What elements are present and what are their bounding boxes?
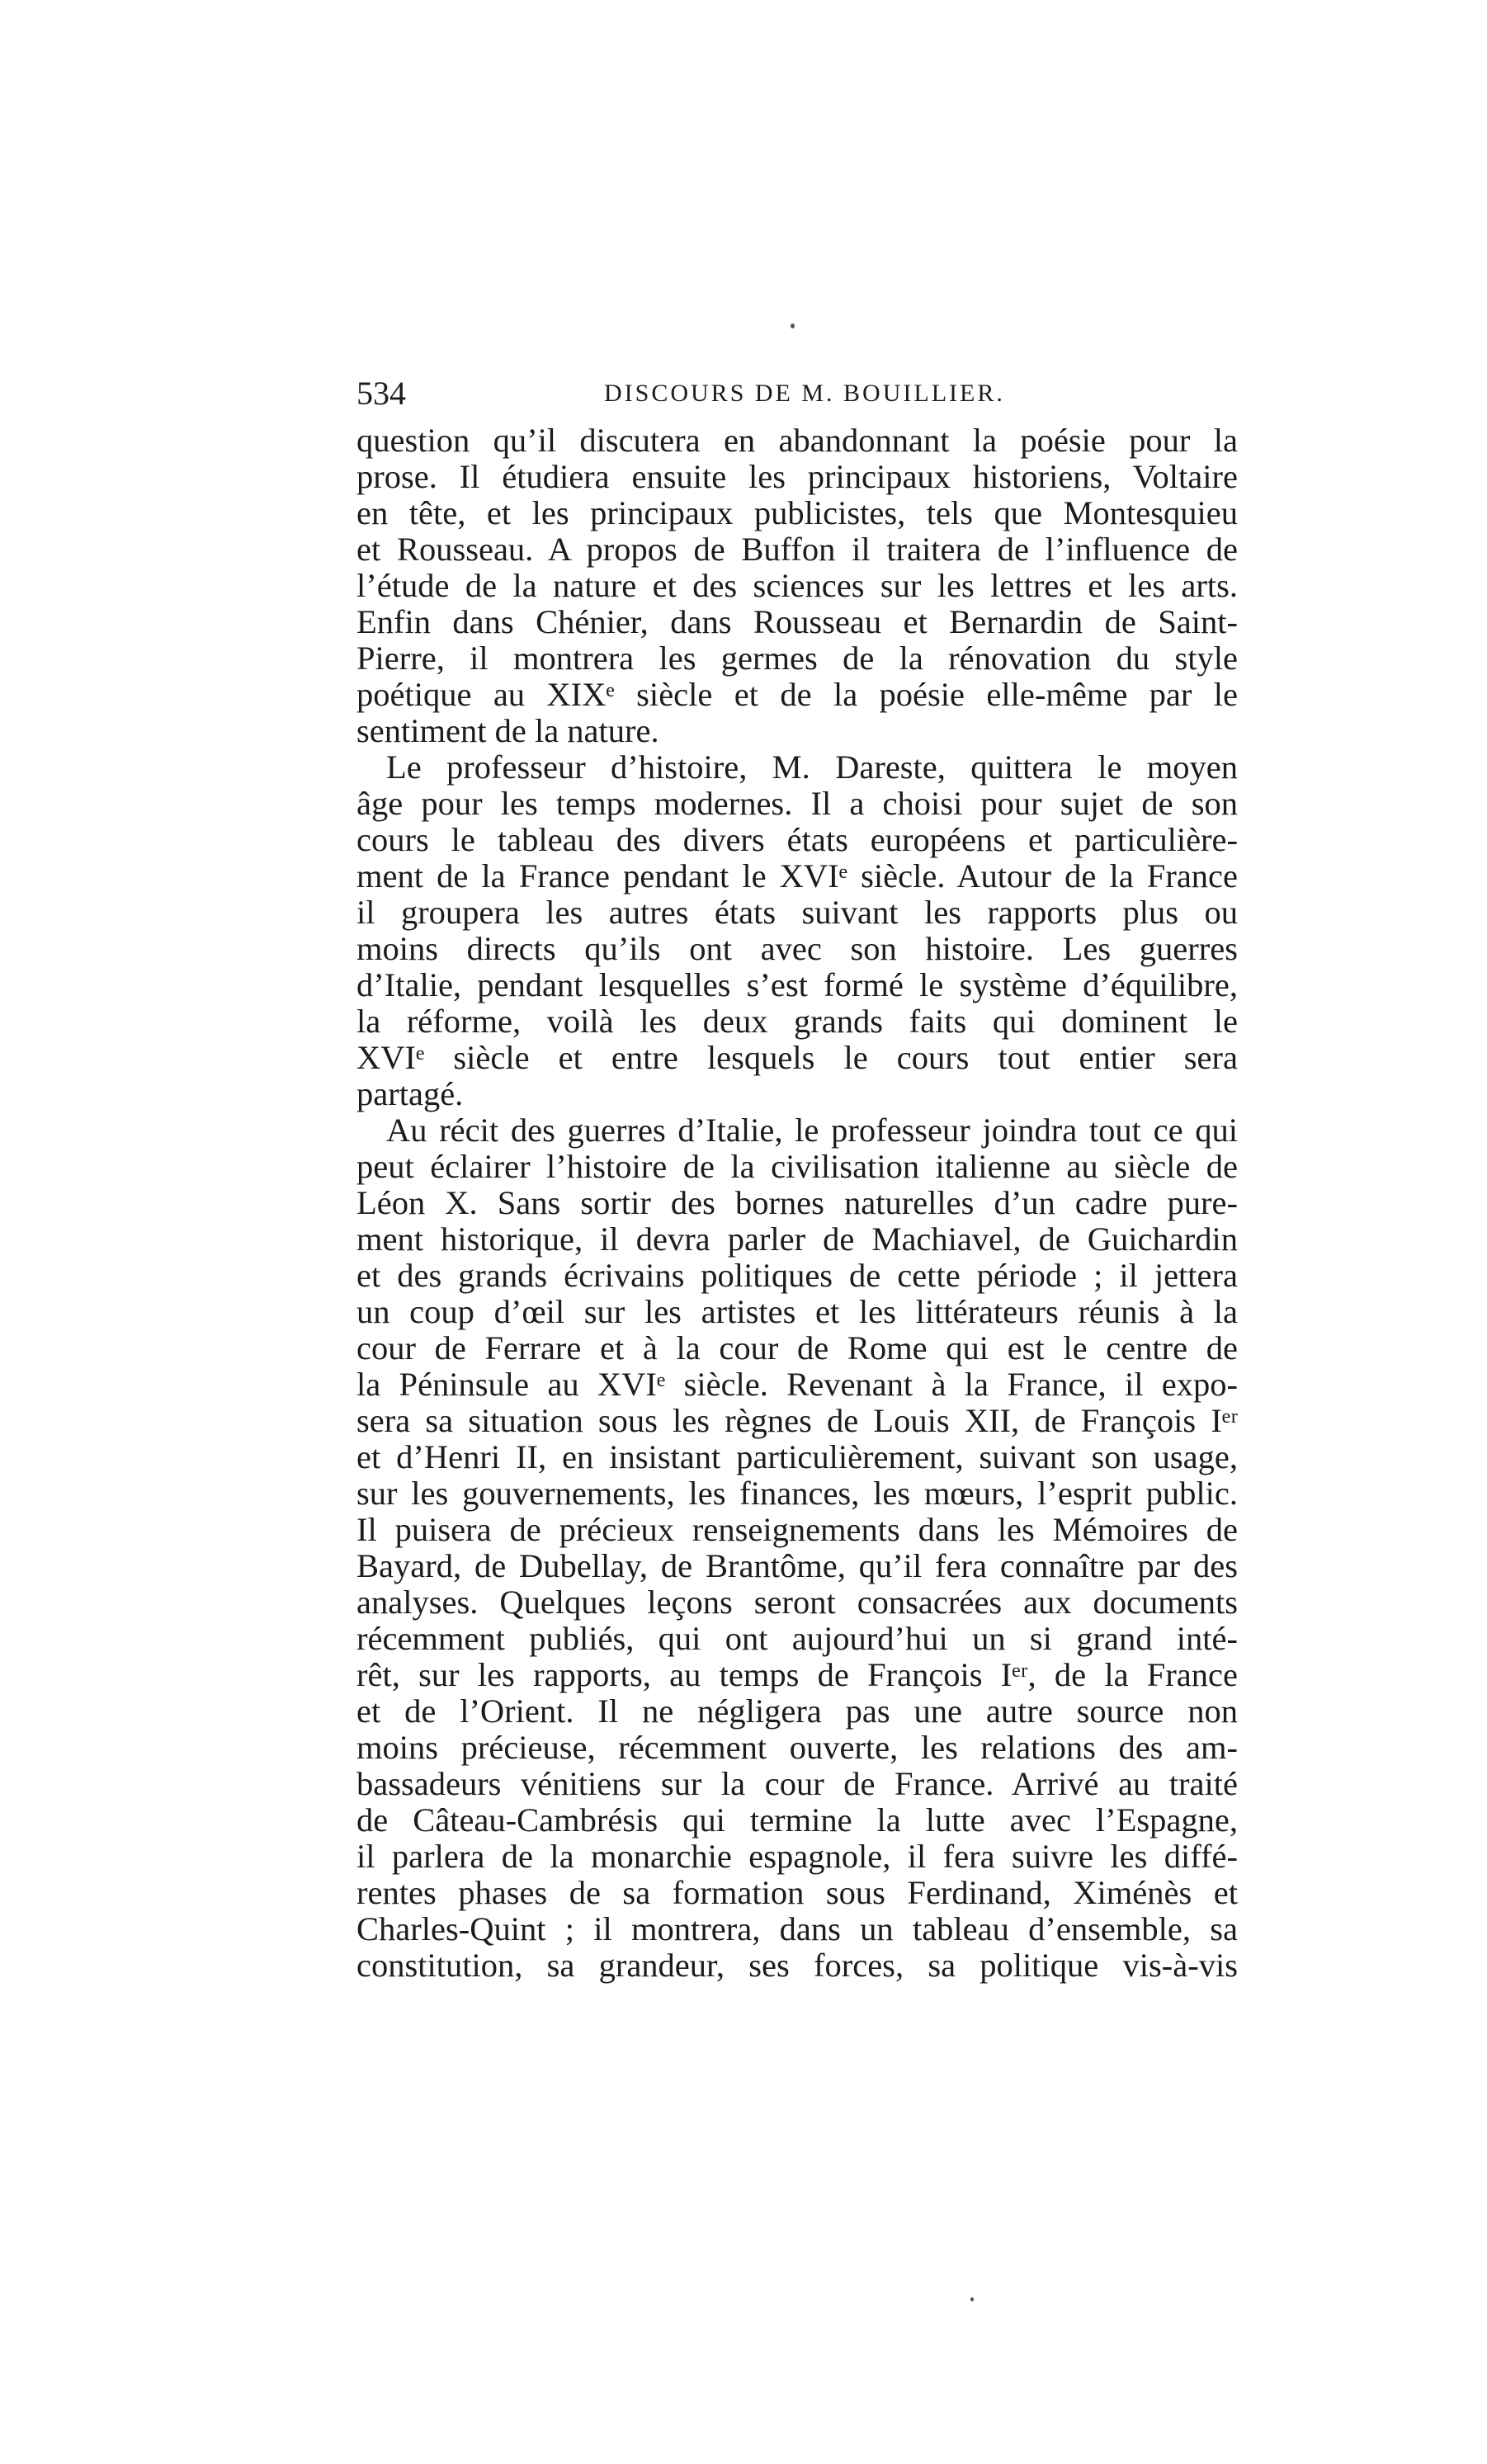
text-line: et d’Henri II, en insistant particulièrement, suivant son usage, [356, 1438, 1238, 1475]
text-line: un coup d’œil sur les artistes et les littérateurs réunis à la [356, 1293, 1238, 1330]
text-line: il groupera les autres états suivant les rapports plus ou [356, 894, 1238, 931]
text-line: analyses. Quelques leçons seront consacrées aux documents [356, 1584, 1238, 1621]
text-line: prose. Il étudiera ensuite les principaux historiens, Voltaire [356, 458, 1238, 495]
text-line: sera sa situation sous les règnes de Louis XII, de François Iᵉʳ [356, 1402, 1238, 1439]
text-line: bassadeurs vénitiens sur la cour de France. Arrivé au traité [356, 1765, 1238, 1802]
ink-speck-top [791, 323, 795, 328]
text-line: ment de la France pendant le XVIᵉ siècle. Autour de la France [356, 857, 1238, 894]
text-line: rêt, sur les rapports, au temps de François Iᵉʳ, de la France [356, 1656, 1238, 1693]
body-text [356, 422, 1238, 1984]
text-line: la Péninsule au XVIᵉ siècle. Revenant à la France, il expo- [356, 1366, 1238, 1403]
text-line: Au récit des guerres d’Italie, le professeur joindra tout ce qui [386, 1112, 1238, 1149]
text-line: constitution, sa grandeur, ses forces, sa politique vis-à-vis [356, 1947, 1238, 1984]
text-line: âge pour les temps modernes. Il a choisi pour sujet de son [356, 785, 1238, 822]
text-line: Bayard, de Dubellay, de Brantôme, qu’il fera connaître par des [356, 1547, 1238, 1584]
text-line: l’étude de la nature et des sciences sur les lettres et les arts. [356, 567, 1238, 604]
text-line: il parlera de la monarchie espagnole, il fera suivre les diffé- [356, 1838, 1238, 1875]
text-line: Il puisera de précieux renseignements dans les Mémoires de [356, 1511, 1238, 1548]
text-line: moins précieuse, récemment ouverte, les relations des am- [356, 1729, 1238, 1766]
text-line: partagé. [356, 1075, 464, 1112]
running-head: DISCOURS DE M. BOUILLIER. [604, 380, 1005, 407]
text-line: Léon X. Sans sortir des bornes naturelles d’un cadre pure- [356, 1184, 1238, 1221]
page-number: 534 [356, 375, 406, 412]
text-line: cours le tableau des divers états européens et particulière- [356, 821, 1238, 858]
text-line: Charles-Quint ; il montrera, dans un tableau d’ensemble, sa [356, 1910, 1238, 1947]
page-header [356, 373, 1238, 414]
text-line: ment historique, il devra parler de Machiavel, de Guichardin [356, 1220, 1238, 1258]
text-line: en tête, et les principaux publicistes, tels que Montesquieu [356, 494, 1238, 531]
text-line: Le professeur d’histoire, M. Dareste, quittera le moyen [386, 748, 1238, 786]
text-line: et de l’Orient. Il ne négligera pas une autre source non [356, 1692, 1238, 1730]
text-line: de Câteau-Cambrésis qui termine la lutte avec l’Espagne, [356, 1801, 1238, 1839]
text-line: cour de Ferrare et à la cour de Rome qui est le centre de [356, 1329, 1238, 1367]
ink-speck-bottom [970, 2297, 974, 2301]
text-line: la réforme, voilà les deux grands faits qui dominent le [356, 1003, 1238, 1040]
text-line: moins directs qu’ils ont avec son histoire. Les guerres [356, 930, 1238, 967]
text-line: rentes phases de sa formation sous Ferdinand, Ximénès et [356, 1874, 1238, 1911]
text-line: XVIᵉ siècle et entre lesquels le cours tout entier sera [356, 1039, 1238, 1076]
text-line: et des grands écrivains politiques de cette période ; il jettera [356, 1257, 1238, 1294]
text-line: peut éclairer l’histoire de la civilisation italienne au siècle de [356, 1148, 1238, 1185]
text-line: sentiment de la nature. [356, 712, 659, 749]
text-line: d’Italie, pendant lesquelles s’est formé le système d’équilibre, [356, 966, 1238, 1003]
text-line: Pierre, il montrera les germes de la rénovation du style [356, 640, 1238, 677]
text-line: et Rousseau. A propos de Buffon il traitera de l’influence de [356, 531, 1238, 568]
text-line: Enfin dans Chénier, dans Rousseau et Bernardin de Saint- [356, 603, 1238, 640]
text-line: poétique au XIXᵉ siècle et de la poésie elle-même par le [356, 676, 1238, 713]
text-line: récemment publiés, qui ont aujourd’hui un si grand inté- [356, 1620, 1238, 1657]
text-line: sur les gouvernements, les finances, les mœurs, l’esprit public. [356, 1475, 1238, 1512]
text-line: question qu’il discutera en abandonnant la poésie pour la [356, 422, 1238, 459]
